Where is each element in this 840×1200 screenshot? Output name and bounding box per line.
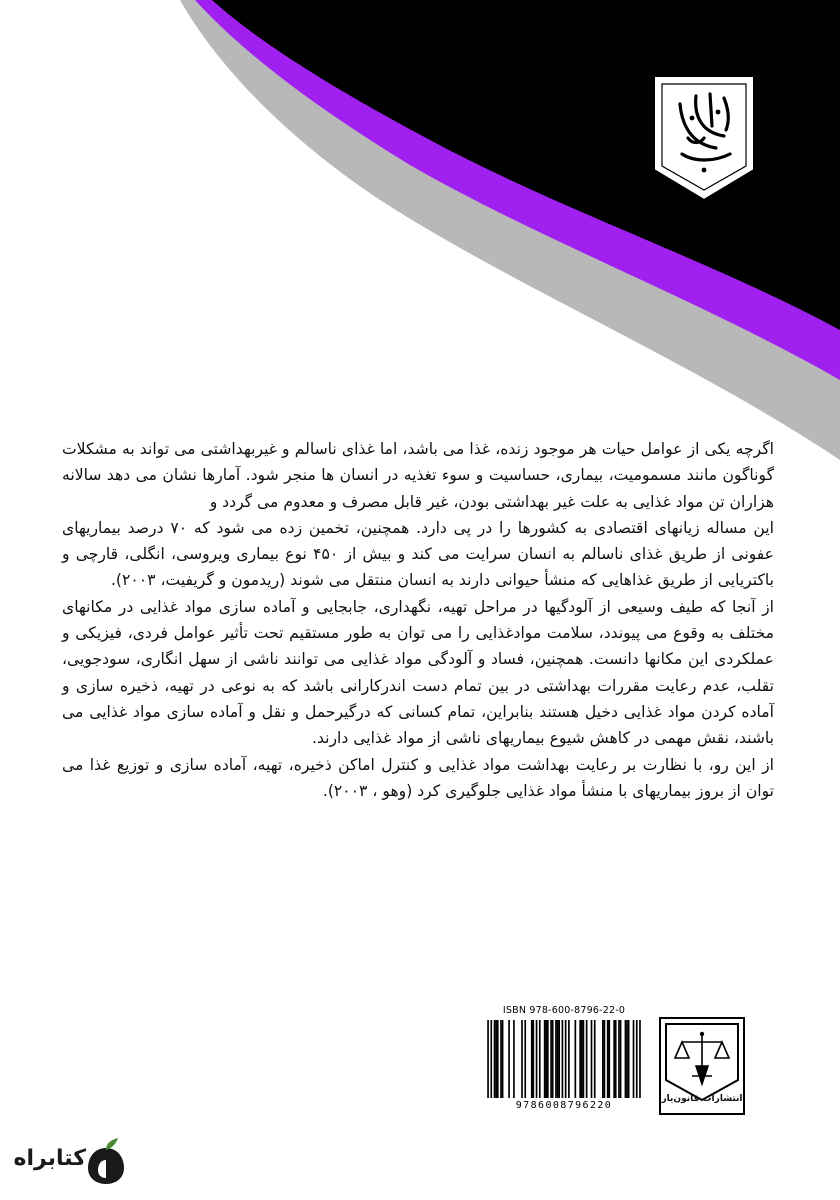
barcode-bars — [484, 1020, 644, 1098]
barcode-bar — [521, 1020, 523, 1098]
barcode-bar — [490, 1020, 492, 1098]
barcode-bar — [565, 1020, 567, 1098]
barcode-bar — [602, 1020, 604, 1098]
barcode-bar — [531, 1020, 533, 1098]
barcode-bar — [579, 1020, 581, 1098]
barcode-bar — [539, 1020, 541, 1098]
isbn-label: ISBN 978-600-8796-22-0 — [502, 1005, 626, 1016]
barcode-bar — [625, 1020, 627, 1098]
barcode-bar — [575, 1020, 577, 1098]
paragraph: این مساله زیانهای اقتصادی به کشورها را در پی دارد. همچنین، تخمین زده می شود که ۷۰ درصد بیماریهای عفونی از طریق غذای ناسالم به انسان سرایت می کند و بیش از ۴۵۰ نوع بیماری ویروسی، انگلی، قارچی و باکتریایی از طریق غذاهایی که منشأ حیوانی دارند به انسان منتقل می شوند (ریدمون و گریفیت، ۲۰۰۳). — [62, 518, 774, 590]
barcode-bar — [615, 1020, 617, 1098]
barcode-bar — [620, 1020, 622, 1098]
barcode-bar — [550, 1020, 552, 1098]
barcode-bar — [502, 1020, 504, 1098]
barcode-bar — [613, 1020, 615, 1098]
barcode-bar — [508, 1020, 510, 1098]
paragraph: از این رو، با نظارت بر رعایت بهداشت مواد غذایی و کنترل اماکن ذخیره، تهیه، آماده سازی و توزیع غذا می توان از بروز بیماریهای با منشأ مواد غذایی جلوگیری کرد (وهو ، ۲۰۰۳). — [62, 755, 774, 800]
publisher-name: انتشارات قانون‌یار — [661, 1094, 743, 1104]
barcode-bar — [497, 1020, 499, 1098]
barcode-bar — [545, 1020, 547, 1098]
barcode-bar — [604, 1020, 606, 1098]
barcode-bar — [639, 1020, 641, 1098]
barcode-bar — [552, 1020, 554, 1098]
barcode-bar — [544, 1020, 546, 1098]
paragraph: اگرچه یکی از عوامل حیات هر موجود زنده، غذا می باشد، اما غذای ناسالم و غیربهداشتی می تواند به مشکلات گوناگون مانند مسمومیت، بیماری، حساسیت و سوء تغذیه در انسان ها منجر شود. آمارها نشان می دهد سالانه هزاران تن مواد غذایی به علت غیر بهداشتی بودن، غیر قابل مصرف و معدوم می گردد و — [62, 440, 774, 511]
barcode-bar — [633, 1020, 635, 1098]
barcode-bar — [607, 1020, 609, 1098]
ketabrah-leaf-icon — [86, 1138, 126, 1184]
barcode-bar — [608, 1020, 610, 1098]
barcode-bar — [628, 1020, 630, 1098]
barcode-bar — [500, 1020, 502, 1098]
barcode-bar — [636, 1020, 638, 1098]
paragraph: از آنجا که طیف وسیعی از آلودگیها در مراحل تهیه، نگهداری، جابجایی و آماده سازی مواد غذایی در مکانهای مختلف به وقوع می پیوندد، سلامت موادغذایی را می توان به طور مستقیم تحت تأثیر عوامل فردی، فیزیکی و عملکردی این مکانها دانست. همچنین، فساد و آلودگی مواد غذایی می توانند ناشی از سهل انگاری، سودجویی، تقلب، عدم رعایت مقررات بهداشتی در بین تمام دست اندرکارانی باشد که به نوعی در تهیه، ذخیره سازی و آماده کردن مواد غذایی دخیل هستند بنابراین، تمام کسانی که درگیرحمل و نقل و آماده سازی مواد غذایی می باشند، نقش مهمی در کاهش شیوع بیماریهای ناشی از مواد غذایی دارند. — [62, 597, 774, 748]
barcode-bar — [594, 1020, 596, 1098]
barcode-bar — [562, 1020, 564, 1098]
barcode-bar — [558, 1020, 560, 1098]
barcode-bar — [487, 1020, 489, 1098]
back-cover-text — [62, 436, 774, 804]
barcode-bar — [557, 1020, 559, 1098]
barcode-bar — [513, 1020, 515, 1098]
barcode-number: 9786008796220 — [515, 1100, 613, 1111]
barcode-bar — [581, 1020, 583, 1098]
barcode-bar — [591, 1020, 593, 1098]
barcode-bar — [583, 1020, 585, 1098]
barcode-bar — [494, 1020, 496, 1098]
site-logo-text: کتابراه — [13, 1146, 86, 1171]
barcode-bar — [547, 1020, 549, 1098]
barcode-bar — [555, 1020, 557, 1098]
barcode-bar — [568, 1020, 570, 1098]
barcode-bar — [532, 1020, 534, 1098]
barcode-bar — [626, 1020, 628, 1098]
barcode-bar — [495, 1020, 497, 1098]
barcode-bar — [586, 1020, 588, 1098]
barcode-bar — [618, 1020, 620, 1098]
barcode-bar — [536, 1020, 538, 1098]
publisher-calligraphy-shield-icon — [652, 74, 756, 202]
barcode-bar — [524, 1020, 526, 1098]
